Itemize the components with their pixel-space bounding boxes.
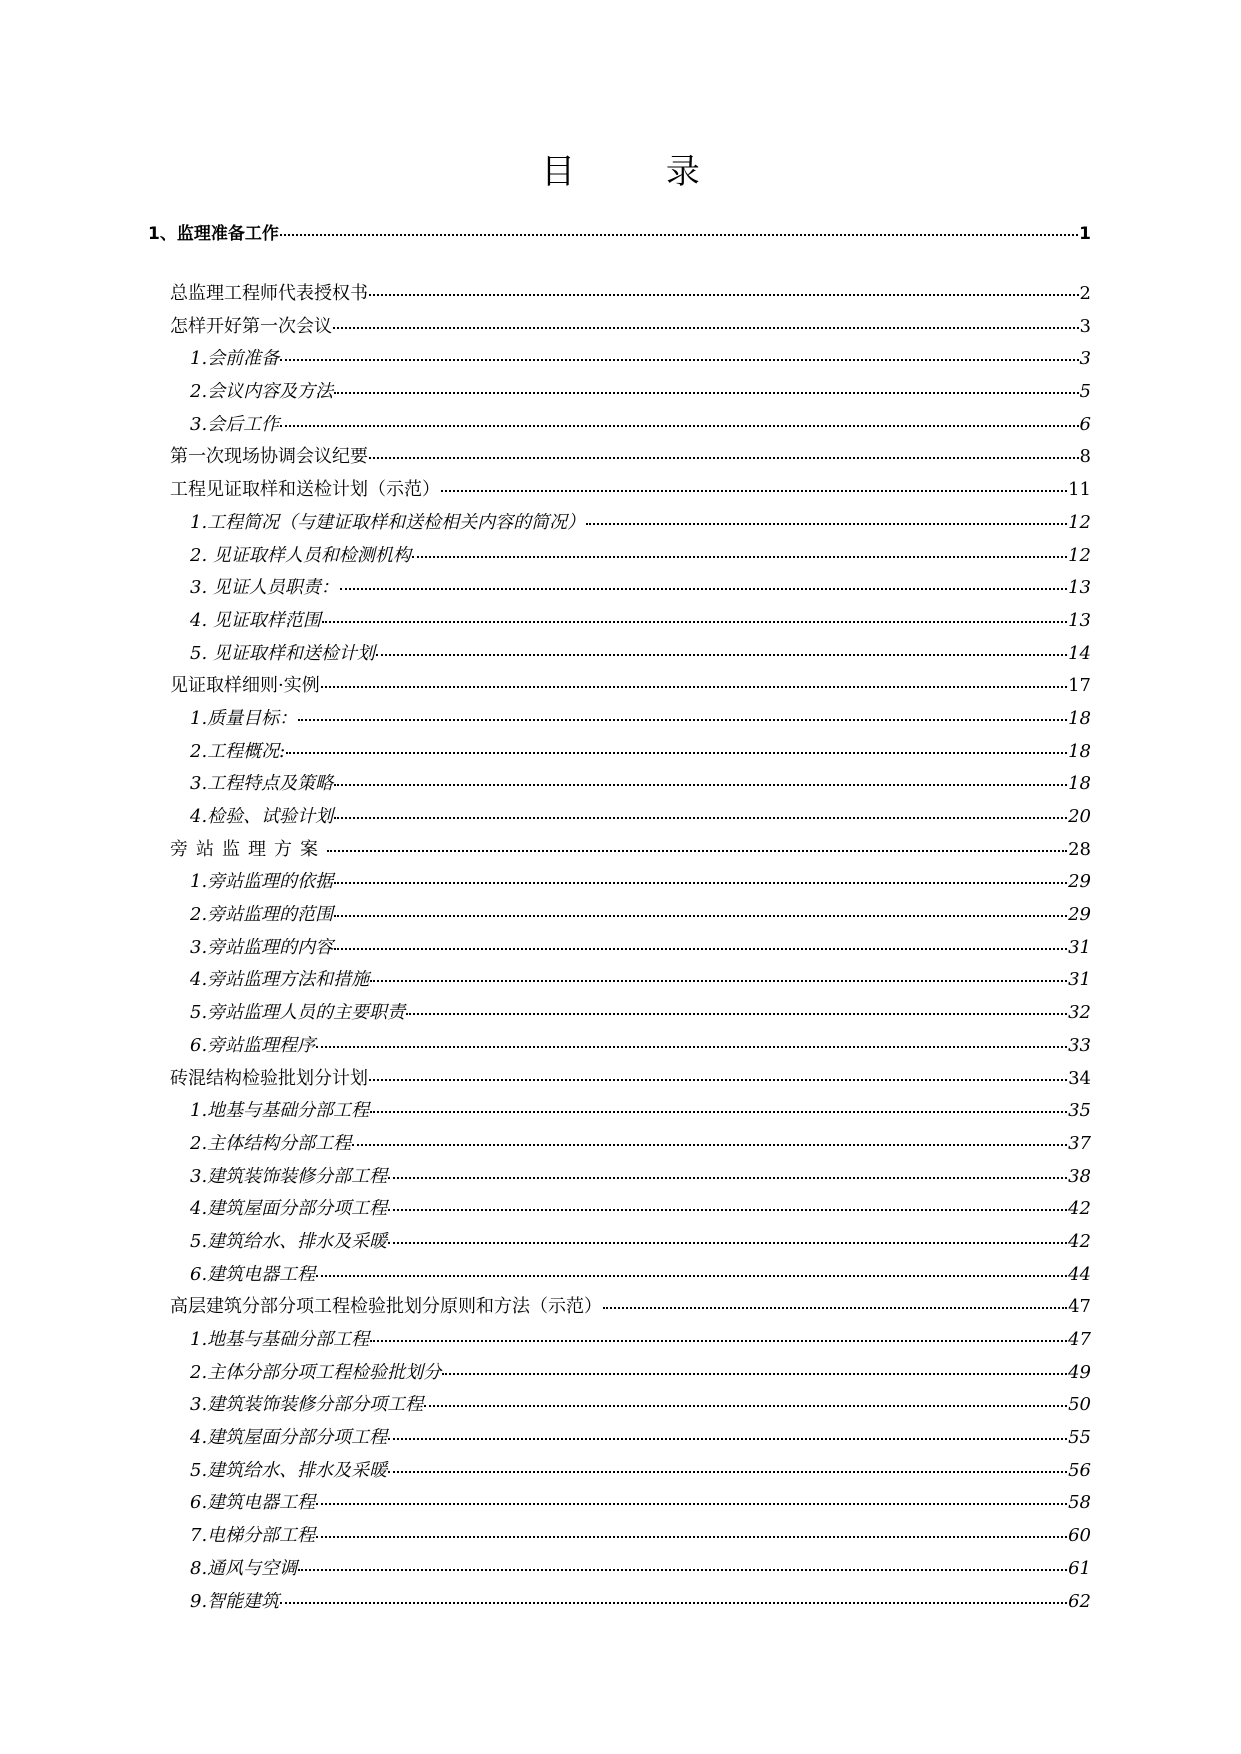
toc-entry[interactable]	[148, 474, 1091, 507]
page-title: 目 录	[541, 152, 740, 192]
toc-page-number: 3	[1079, 348, 1091, 370]
toc-entry-label: 6.旁站监理程序	[190, 1034, 316, 1056]
toc-entry[interactable]	[148, 409, 1091, 442]
toc-page-number: 18	[1068, 740, 1091, 762]
toc-page-number: 29	[1068, 871, 1091, 893]
toc-entry[interactable]	[148, 1030, 1091, 1063]
toc-entry[interactable]	[148, 1291, 1091, 1324]
toc-entry-label: 4.旁站监理方法和措施	[190, 969, 370, 991]
toc-page-number: 35	[1068, 1100, 1091, 1122]
toc-entry-label: 2.主体结构分部工程	[190, 1132, 352, 1154]
toc-entry[interactable]	[148, 736, 1091, 769]
toc-page-number: 61	[1068, 1557, 1091, 1579]
toc-page-number: 42	[1068, 1198, 1091, 1220]
toc-entry-label: 2. 见证取样人员和检测机构	[190, 544, 411, 566]
toc-entry-label: 5. 见证取样和送检计划	[190, 642, 375, 664]
toc-entry[interactable]	[148, 1161, 1091, 1194]
toc-entry-label: 4.检验、试验计划	[190, 806, 334, 827]
toc-entry-label: 5.旁站监理人员的主要职责	[190, 1002, 406, 1024]
toc-entry[interactable]	[148, 964, 1091, 997]
toc-leader-dots	[369, 439, 1079, 459]
toc-leader-dots	[388, 1191, 1067, 1211]
toc-page-number: 31	[1068, 936, 1091, 958]
toc-leader-dots	[334, 897, 1067, 917]
toc-leader-dots	[442, 1355, 1067, 1375]
toc-entry-label: 9.智能建筑	[190, 1590, 280, 1612]
toc-entry[interactable]	[148, 1422, 1091, 1455]
toc-entry-label: 6.建筑电器工程	[190, 1492, 316, 1514]
toc-page-number: 5	[1079, 381, 1091, 403]
toc-entry-label: 3.建筑装饰装修分部分项工程	[190, 1394, 424, 1416]
toc-leader-dots	[406, 995, 1067, 1015]
toc-leader-dots	[280, 217, 1078, 236]
toc-page-number: 28	[1068, 838, 1091, 860]
toc-page-number: 58	[1068, 1492, 1091, 1514]
toc-leader-dots	[286, 734, 1067, 754]
toc-leader-dots	[280, 341, 1078, 361]
toc-page-number: 33	[1068, 1034, 1091, 1056]
toc-entry[interactable]	[148, 703, 1091, 736]
toc-entry[interactable]	[148, 441, 1091, 474]
toc-entry-label: 3.工程特点及策略	[190, 773, 334, 795]
toc-entry-label: 旁站监理方案	[170, 838, 326, 860]
toc-entry[interactable]	[148, 899, 1091, 932]
toc-entry-label: 1.旁站监理的依据	[190, 871, 334, 893]
toc-page-number: 1	[1079, 224, 1091, 244]
toc-entry[interactable]	[148, 1324, 1091, 1357]
toc-page-number: 13	[1068, 609, 1091, 631]
toc-page-number: 11	[1068, 479, 1091, 501]
toc-entry-label: 1.地基与基础分部工程	[190, 1100, 370, 1122]
toc-entry-label: 1.会前准备	[190, 348, 280, 370]
toc-page-number: 50	[1068, 1394, 1091, 1416]
toc-entry-label: 5.建筑给水、排水及采暖	[190, 1459, 388, 1481]
toc-leader-dots	[334, 374, 1078, 394]
toc-entry-label: 1.质量目标：	[190, 707, 298, 729]
toc-leader-dots	[280, 1584, 1067, 1604]
toc-leader-dots	[321, 668, 1067, 688]
toc-entry[interactable]	[148, 834, 1091, 867]
toc-entry-label: 高层建筑分部分项工程检验批划分原则和方法（示范）	[170, 1296, 602, 1318]
toc-entry[interactable]	[148, 507, 1091, 540]
toc-entry[interactable]	[148, 1095, 1091, 1128]
toc-leader-dots	[316, 1028, 1067, 1048]
toc-entry[interactable]	[148, 572, 1091, 605]
toc-entry-label: 2.旁站监理的范围	[190, 904, 334, 926]
toc-page-number: 47	[1068, 1329, 1091, 1350]
toc-leader-dots	[352, 1126, 1067, 1146]
toc-entry[interactable]	[148, 1259, 1091, 1292]
toc-entry[interactable]	[148, 1357, 1091, 1390]
toc-entry[interactable]	[148, 605, 1091, 638]
toc-page-number: 12	[1068, 511, 1091, 533]
toc-entry[interactable]	[148, 1389, 1091, 1422]
toc-leader-dots	[370, 1093, 1067, 1113]
toc-entry-label: 3.建筑装饰装修分部工程	[190, 1165, 388, 1187]
toc-entry-label: 2.会议内容及方法	[190, 381, 334, 403]
toc-leader-dots	[327, 832, 1067, 852]
toc-leader-dots	[424, 1387, 1067, 1407]
toc-entry[interactable]	[148, 997, 1091, 1030]
toc-leader-dots	[370, 962, 1067, 982]
toc-entry-label: 怎样开好第一次会议	[170, 315, 332, 337]
toc-entry-label: 总监理工程师代表授权书	[170, 283, 368, 304]
toc-page-number: 3	[1079, 315, 1091, 337]
toc-entry-label: 5.建筑给水、排水及采暖	[190, 1230, 388, 1252]
toc-entry[interactable]	[148, 1487, 1091, 1520]
toc-entry[interactable]	[148, 801, 1091, 834]
toc-entry-label: 3.会后工作	[190, 413, 280, 435]
toc-leader-dots	[376, 636, 1067, 656]
toc-entry-label: 1、监理准备工作	[148, 224, 279, 244]
toc-entry[interactable]	[148, 1193, 1091, 1226]
toc-entry[interactable]	[148, 1553, 1091, 1586]
toc-leader-dots	[370, 1322, 1067, 1342]
toc-entry-label: 见证取样细则·实例	[170, 675, 320, 697]
toc-entry[interactable]	[148, 1063, 1091, 1096]
toc-page-number: 8	[1079, 446, 1091, 468]
toc-leader-dots	[603, 1289, 1067, 1309]
toc-entry[interactable]	[148, 1586, 1091, 1619]
toc-leader-dots	[316, 1257, 1067, 1277]
toc-page-number: 44	[1068, 1263, 1091, 1285]
toc-leader-dots	[316, 1518, 1067, 1538]
toc-entry[interactable]	[148, 1520, 1091, 1553]
toc-entry-label: 工程见证取样和送检计划（示范）	[170, 479, 440, 501]
toc-entry-label: 8.通风与空调	[190, 1557, 298, 1579]
toc-entry[interactable]	[148, 218, 1091, 278]
toc-entry[interactable]	[148, 1226, 1091, 1259]
toc-page-number: 37	[1068, 1132, 1091, 1154]
toc-leader-dots	[316, 1485, 1067, 1505]
toc-entry[interactable]	[148, 540, 1091, 573]
toc-page-number: 18	[1068, 773, 1091, 795]
toc-page-number: 49	[1068, 1361, 1091, 1383]
toc-leader-dots	[369, 276, 1079, 296]
toc-entry[interactable]	[148, 638, 1091, 671]
toc-page-number: 34	[1068, 1067, 1091, 1089]
toc-leader-dots	[388, 1453, 1067, 1473]
toc-entry[interactable]	[148, 1128, 1091, 1161]
toc-entry[interactable]	[148, 1455, 1091, 1488]
toc-leader-dots	[441, 472, 1067, 492]
toc-entry[interactable]	[148, 376, 1091, 409]
toc-page-number: 60	[1068, 1525, 1091, 1547]
toc-entry[interactable]	[148, 768, 1091, 801]
toc-entry-label: 7.电梯分部工程	[190, 1525, 316, 1547]
toc-leader-dots	[322, 603, 1067, 623]
toc-entry[interactable]	[148, 670, 1091, 703]
toc-page-number: 32	[1068, 1002, 1091, 1024]
toc-entry-label: 3.旁站监理的内容	[190, 936, 334, 958]
toc-page-number: 38	[1068, 1165, 1091, 1187]
toc-leader-dots	[334, 766, 1067, 786]
toc-page-number: 20	[1068, 806, 1091, 827]
toc-entry-label: 2.主体分部分项工程检验批划分	[190, 1361, 442, 1383]
toc-entry[interactable]	[148, 343, 1091, 376]
toc-entry-label: 砖混结构检验批划分计划	[170, 1067, 368, 1089]
toc-leader-dots	[298, 701, 1067, 721]
toc-page-number: 42	[1068, 1230, 1091, 1252]
toc-leader-dots	[298, 1551, 1067, 1571]
toc-entry-label: 4.建筑屋面分部分项工程	[190, 1427, 388, 1449]
toc-entry[interactable]	[148, 932, 1091, 965]
toc-page-number: 62	[1068, 1590, 1091, 1612]
toc-leader-dots	[369, 1061, 1067, 1081]
toc-entry-label: 3. 见证人员职责：	[190, 577, 339, 599]
toc-leader-dots	[334, 799, 1067, 819]
toc-page-number: 12	[1068, 544, 1091, 566]
toc-leader-dots	[333, 309, 1079, 329]
toc-entry-label: 6.建筑电器工程	[190, 1263, 316, 1285]
toc-leader-dots	[334, 864, 1067, 884]
toc-entry-label: 4. 见证取样范围	[190, 609, 321, 631]
toc-page-number: 18	[1068, 707, 1091, 729]
toc-page-number: 29	[1068, 904, 1091, 926]
toc-leader-dots	[388, 1420, 1067, 1440]
toc-entry[interactable]	[148, 278, 1091, 311]
toc-page-number: 55	[1068, 1427, 1091, 1449]
toc-entry-label: 1.工程简况（与建证取样和送检相关内容的简况）	[190, 511, 586, 533]
toc-leader-dots	[388, 1224, 1067, 1244]
toc-page-number: 14	[1068, 642, 1091, 664]
toc-page-number: 31	[1068, 969, 1091, 991]
toc-entry-label: 1.地基与基础分部工程	[190, 1329, 370, 1350]
toc-leader-dots	[280, 407, 1078, 427]
toc-leader-dots	[412, 538, 1067, 558]
toc-page-number: 56	[1068, 1459, 1091, 1481]
toc-page-number: 17	[1068, 675, 1091, 697]
toc-entry[interactable]	[148, 311, 1091, 344]
toc-leader-dots	[388, 1159, 1067, 1179]
table-of-contents	[148, 218, 1091, 1618]
toc-leader-dots	[334, 930, 1067, 950]
toc-page-number: 6	[1079, 413, 1091, 435]
toc-page-number: 2	[1079, 283, 1091, 304]
toc-entry-label: 4.建筑屋面分部分项工程	[190, 1198, 388, 1220]
toc-page-number: 13	[1068, 577, 1091, 599]
toc-entry-label: 2.工程概况:	[190, 740, 286, 762]
toc-entry[interactable]	[148, 866, 1091, 899]
toc-page-number: 47	[1068, 1296, 1091, 1318]
toc-leader-dots	[586, 505, 1067, 525]
toc-entry-label: 第一次现场协调会议纪要	[170, 446, 368, 468]
toc-leader-dots	[340, 570, 1067, 590]
